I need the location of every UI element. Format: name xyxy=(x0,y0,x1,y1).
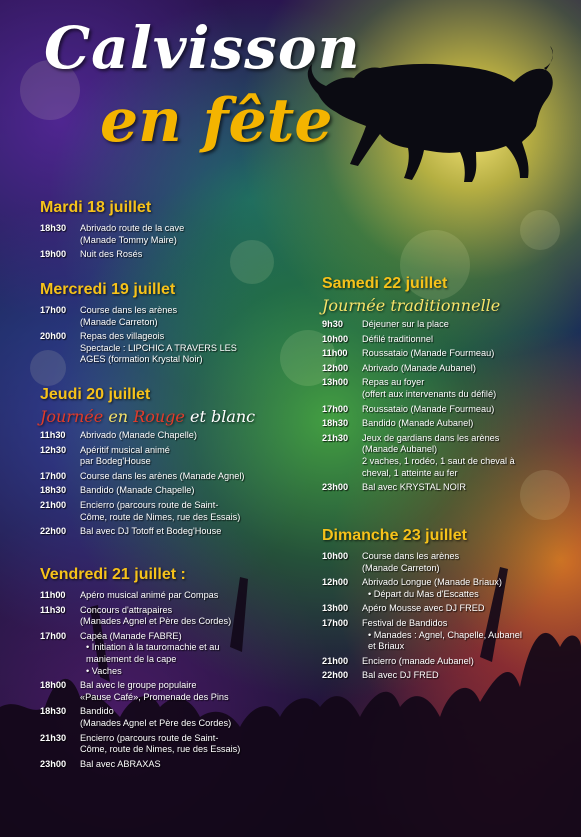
event-line: Jeux de gardians dans les arènes xyxy=(362,432,500,443)
event-description xyxy=(80,631,290,677)
event-description xyxy=(362,670,562,682)
event-line: AGES (formation Krystal Noir) xyxy=(80,354,203,365)
event-line: par Bodeg'House xyxy=(80,456,151,467)
event-time: 9h30 xyxy=(322,319,343,329)
event-row xyxy=(40,223,290,246)
event-bullet: • Manades : Agnel, Chapelle, Aubanel xyxy=(368,629,522,640)
event-bullet: • Vaches xyxy=(86,665,122,676)
event-row xyxy=(322,618,562,653)
event-time: 21h00 xyxy=(322,655,349,666)
event-line: Déjeuner sur la place xyxy=(362,319,449,329)
event-description xyxy=(362,656,562,668)
event-bullet: • Départ du Mas d'Escattes xyxy=(368,588,479,599)
event-description xyxy=(80,331,290,366)
event-description xyxy=(80,500,290,523)
event-line: Bal avec KRYSTAL NOIR xyxy=(362,482,466,493)
event-line: cheval, 1 atteinte au fer xyxy=(362,467,458,478)
day-section-samedi xyxy=(322,275,562,497)
event-description xyxy=(80,759,290,771)
event-line: Bandido (Manade Aubanel) xyxy=(362,418,474,429)
event-line: Bandido xyxy=(80,706,114,717)
event-time: 13h00 xyxy=(322,603,349,614)
event-time: 10h00 xyxy=(322,333,349,344)
event-time: 21h00 xyxy=(40,499,67,510)
day-section-mercredi xyxy=(40,281,290,369)
event-line: Côme, route de Nimes, rue des Essais) xyxy=(80,744,241,755)
event-time: 19h00 xyxy=(40,249,67,260)
event-line: Défilé traditionnel xyxy=(362,333,433,344)
event-row xyxy=(322,319,562,331)
event-line: Concours d'attrapaires xyxy=(80,604,173,615)
event-description xyxy=(362,482,562,494)
event-row xyxy=(40,305,290,328)
event-line: Course dans les arènes xyxy=(80,305,178,315)
event-time: 11h30 xyxy=(40,430,66,440)
day-heading: Mercredi 19 juillet xyxy=(40,281,176,298)
event-line: Nuit des Rosés xyxy=(80,249,143,260)
event-row xyxy=(322,334,562,346)
event-time: 18h00 xyxy=(40,680,67,691)
event-time: 18h30 xyxy=(40,485,67,496)
event-line: Capéa (Manade FABRE) xyxy=(80,630,182,641)
event-time: 23h00 xyxy=(322,482,349,493)
event-time: 20h00 xyxy=(40,331,67,342)
event-line: Abrivado route de la cave xyxy=(80,223,185,233)
event-row xyxy=(40,500,290,523)
event-description xyxy=(362,334,562,346)
event-description xyxy=(80,223,290,246)
event-time: 23h00 xyxy=(40,758,67,769)
event-description xyxy=(80,430,290,442)
event-time: 17h00 xyxy=(40,630,67,641)
day-heading: Vendredi 21 juillet : xyxy=(40,566,186,583)
event-line: «Pause Café», Promenade des Pins xyxy=(80,691,229,702)
event-line: Course dans les arènes (Manade Agnel) xyxy=(80,470,245,481)
event-row xyxy=(40,680,290,703)
event-row xyxy=(40,430,290,442)
event-row xyxy=(322,377,562,400)
event-bullet: maniement de la cape xyxy=(86,653,177,664)
event-row xyxy=(322,482,562,494)
event-time: 17h00 xyxy=(322,617,349,628)
event-time: 18h30 xyxy=(40,706,67,717)
event-row xyxy=(322,418,562,430)
event-description xyxy=(362,363,562,375)
event-row xyxy=(40,471,290,483)
event-description xyxy=(80,706,290,729)
day-section-dimanche xyxy=(322,527,562,685)
event-line: (Manade Tommy Maire) xyxy=(80,234,177,245)
day-heading: Jeudi 20 juillet xyxy=(40,386,151,403)
event-row xyxy=(40,605,290,628)
event-line: (offert aux intervenants du défilé) xyxy=(362,388,497,399)
event-description xyxy=(362,319,562,331)
event-line: Apéro musical animé par Compas xyxy=(80,590,219,600)
day-subtitle xyxy=(40,407,290,426)
event-time: 21h30 xyxy=(40,732,67,743)
event-description xyxy=(80,680,290,703)
event-row xyxy=(322,670,562,682)
event-row xyxy=(322,363,562,375)
day-section-mardi xyxy=(40,199,290,264)
event-line: Roussataio (Manade Fourmeau) xyxy=(362,403,495,414)
poster-title-line1: Calvisson xyxy=(44,14,361,82)
event-row xyxy=(40,590,290,602)
event-description xyxy=(80,590,290,602)
event-line: Abrivado (Manade Chapelle) xyxy=(80,430,197,440)
day-heading: Samedi 22 juillet xyxy=(322,275,448,292)
subtitle-part: Rouge xyxy=(133,407,185,426)
event-time: 10h00 xyxy=(322,551,349,561)
event-description xyxy=(80,526,290,538)
event-line: Bal avec le groupe populaire xyxy=(80,680,197,691)
event-description xyxy=(362,603,562,615)
event-time: 12h00 xyxy=(322,577,349,588)
event-line: 2 vaches, 1 rodéo, 1 saut de cheval à xyxy=(362,455,515,466)
event-line: (Manades Agnel et Père des Cordes) xyxy=(80,717,232,728)
event-description xyxy=(80,249,290,261)
event-line: Bal avec DJ FRED xyxy=(362,670,439,681)
event-line: Roussataio (Manade Fourmeau) xyxy=(362,348,495,359)
event-description xyxy=(80,485,290,497)
event-row xyxy=(322,348,562,360)
event-time: 12h30 xyxy=(40,444,67,455)
event-row xyxy=(40,249,290,261)
event-time: 17h00 xyxy=(40,305,67,315)
event-line: (Manade Aubanel) xyxy=(362,444,438,455)
event-line: Bal avec DJ Totoff et Bodeg'House xyxy=(80,526,222,537)
subtitle-part: Journée xyxy=(40,407,109,426)
day-section-jeudi xyxy=(40,386,290,541)
subtitle-part: en xyxy=(108,407,134,426)
event-row xyxy=(40,445,290,468)
event-line: Repas au foyer xyxy=(362,377,425,388)
day-subtitle: Journée traditionnelle xyxy=(322,296,501,315)
event-row xyxy=(322,551,562,574)
event-line: Course dans les arènes xyxy=(362,551,460,561)
event-description xyxy=(80,605,290,628)
subtitle-part: et blanc xyxy=(184,407,256,426)
event-description xyxy=(80,733,290,756)
event-line: Repas des villageois xyxy=(80,331,165,342)
event-time: 22h00 xyxy=(322,670,349,681)
event-time: 22h00 xyxy=(40,526,67,537)
event-line: Abrivado (Manade Aubanel) xyxy=(362,362,476,373)
event-description xyxy=(80,305,290,328)
event-bullet: et Briaux xyxy=(368,641,405,652)
event-line: Encierro (manade Aubanel) xyxy=(362,655,474,666)
event-line: Apéro Mousse avec DJ FRED xyxy=(362,603,485,614)
event-line: (Manades Agnel et Père des Cordes) xyxy=(80,616,232,627)
event-line: Côme, route de Nimes, rue des Essais) xyxy=(80,511,241,522)
event-time: 11h00 xyxy=(322,348,348,359)
event-row xyxy=(322,433,562,479)
light-orb xyxy=(520,210,560,250)
event-row xyxy=(40,485,290,497)
event-description xyxy=(362,551,562,574)
event-description xyxy=(362,377,562,400)
event-line: Encierro (parcours route de Saint- xyxy=(80,732,219,743)
event-description xyxy=(80,471,290,483)
event-time: 13h00 xyxy=(322,377,349,388)
event-line: Apéritif musical animé xyxy=(80,444,170,455)
event-line: Abrivado Longue (Manade Briaux) xyxy=(362,577,502,588)
event-time: 11h00 xyxy=(40,590,66,600)
event-time: 17h00 xyxy=(322,403,349,414)
day-heading: Mardi 18 juillet xyxy=(40,199,152,216)
event-row xyxy=(40,631,290,677)
event-line: Spectacle : LIPCHIC A TRAVERS LES xyxy=(80,342,237,353)
event-description xyxy=(80,445,290,468)
event-bullet: • Initiation à la tauromachie et au xyxy=(86,642,220,653)
day-heading: Dimanche 23 juillet xyxy=(322,527,467,544)
event-time: 21h30 xyxy=(322,432,349,443)
event-row xyxy=(40,733,290,756)
event-row xyxy=(40,331,290,366)
event-description xyxy=(362,618,562,653)
event-row xyxy=(322,603,562,615)
event-time: 17h00 xyxy=(40,470,67,481)
event-row xyxy=(322,656,562,668)
event-row xyxy=(40,759,290,771)
event-row xyxy=(40,526,290,538)
event-description xyxy=(362,418,562,430)
event-time: 18h30 xyxy=(40,223,67,233)
event-description xyxy=(362,404,562,416)
event-time: 12h00 xyxy=(322,362,349,373)
event-line: Bal avec ABRAXAS xyxy=(80,758,161,769)
event-line: Festival de Bandidos xyxy=(362,617,448,628)
event-line: Bandido (Manade Chapelle) xyxy=(80,485,195,496)
poster-title-line2: en fête xyxy=(100,86,333,156)
event-description xyxy=(362,348,562,360)
event-description xyxy=(362,433,562,479)
day-section-vendredi xyxy=(40,566,290,773)
event-line: (Manade Carreton) xyxy=(80,316,158,327)
event-line: (Manade Carreton) xyxy=(362,562,440,573)
event-time: 11h30 xyxy=(40,604,66,615)
event-row xyxy=(322,577,562,600)
event-description xyxy=(362,577,562,600)
event-time: 18h30 xyxy=(322,418,349,429)
event-row xyxy=(322,404,562,416)
event-line: Encierro (parcours route de Saint- xyxy=(80,499,219,510)
event-row xyxy=(40,706,290,729)
